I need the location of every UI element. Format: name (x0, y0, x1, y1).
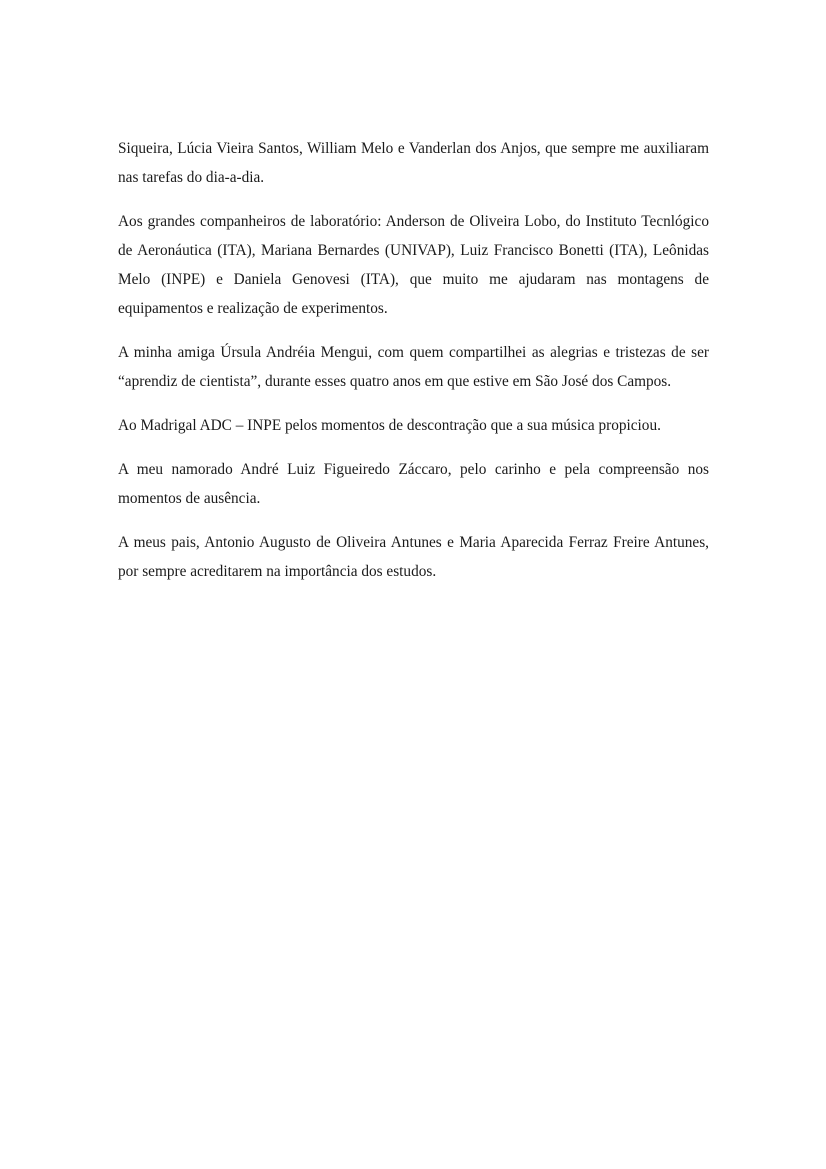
paragraph-acknowledgment-partner: A meu namorado André Luiz Figueiredo Záccaro, pelo carinho e pela compreensão nos momentos de ausência. (118, 461, 709, 507)
paragraph-acknowledgment-parents: A meus pais, Antonio Augusto de Oliveira Antunes e Maria Aparecida Ferraz Freire Antunes, por sempre acreditarem na importância dos estudos. (118, 534, 709, 580)
paragraph-acknowledgment-colleagues: Siqueira, Lúcia Vieira Santos, William Melo e Vanderlan dos Anjos, que sempre me auxiliaram nas tarefas do dia-a-dia. (118, 140, 709, 186)
document-page (118, 134, 709, 601)
paragraph-acknowledgment-madrigal: Ao Madrigal ADC – INPE pelos momentos de descontração que a sua música propiciou. (118, 417, 661, 434)
paragraph-acknowledgment-friend: A minha amiga Úrsula Andréia Mengui, com quem compartilhei as alegrias e tristezas de ser “aprendiz de cientista”, durante esses quatro anos em que estive em São José dos Campos. (118, 344, 709, 390)
paragraph-acknowledgment-lab-partners: Aos grandes companheiros de laboratório: Anderson de Oliveira Lobo, do Instituto Tecnlógico de Aeronáutica (ITA), Mariana Bernardes (UNIVAP), Luiz Francisco Bonetti (ITA), Leônidas Melo (INPE) e Daniela Genovesi (ITA), que muito me ajudaram nas montagens de equipamentos e realização de experimentos. (118, 213, 709, 317)
